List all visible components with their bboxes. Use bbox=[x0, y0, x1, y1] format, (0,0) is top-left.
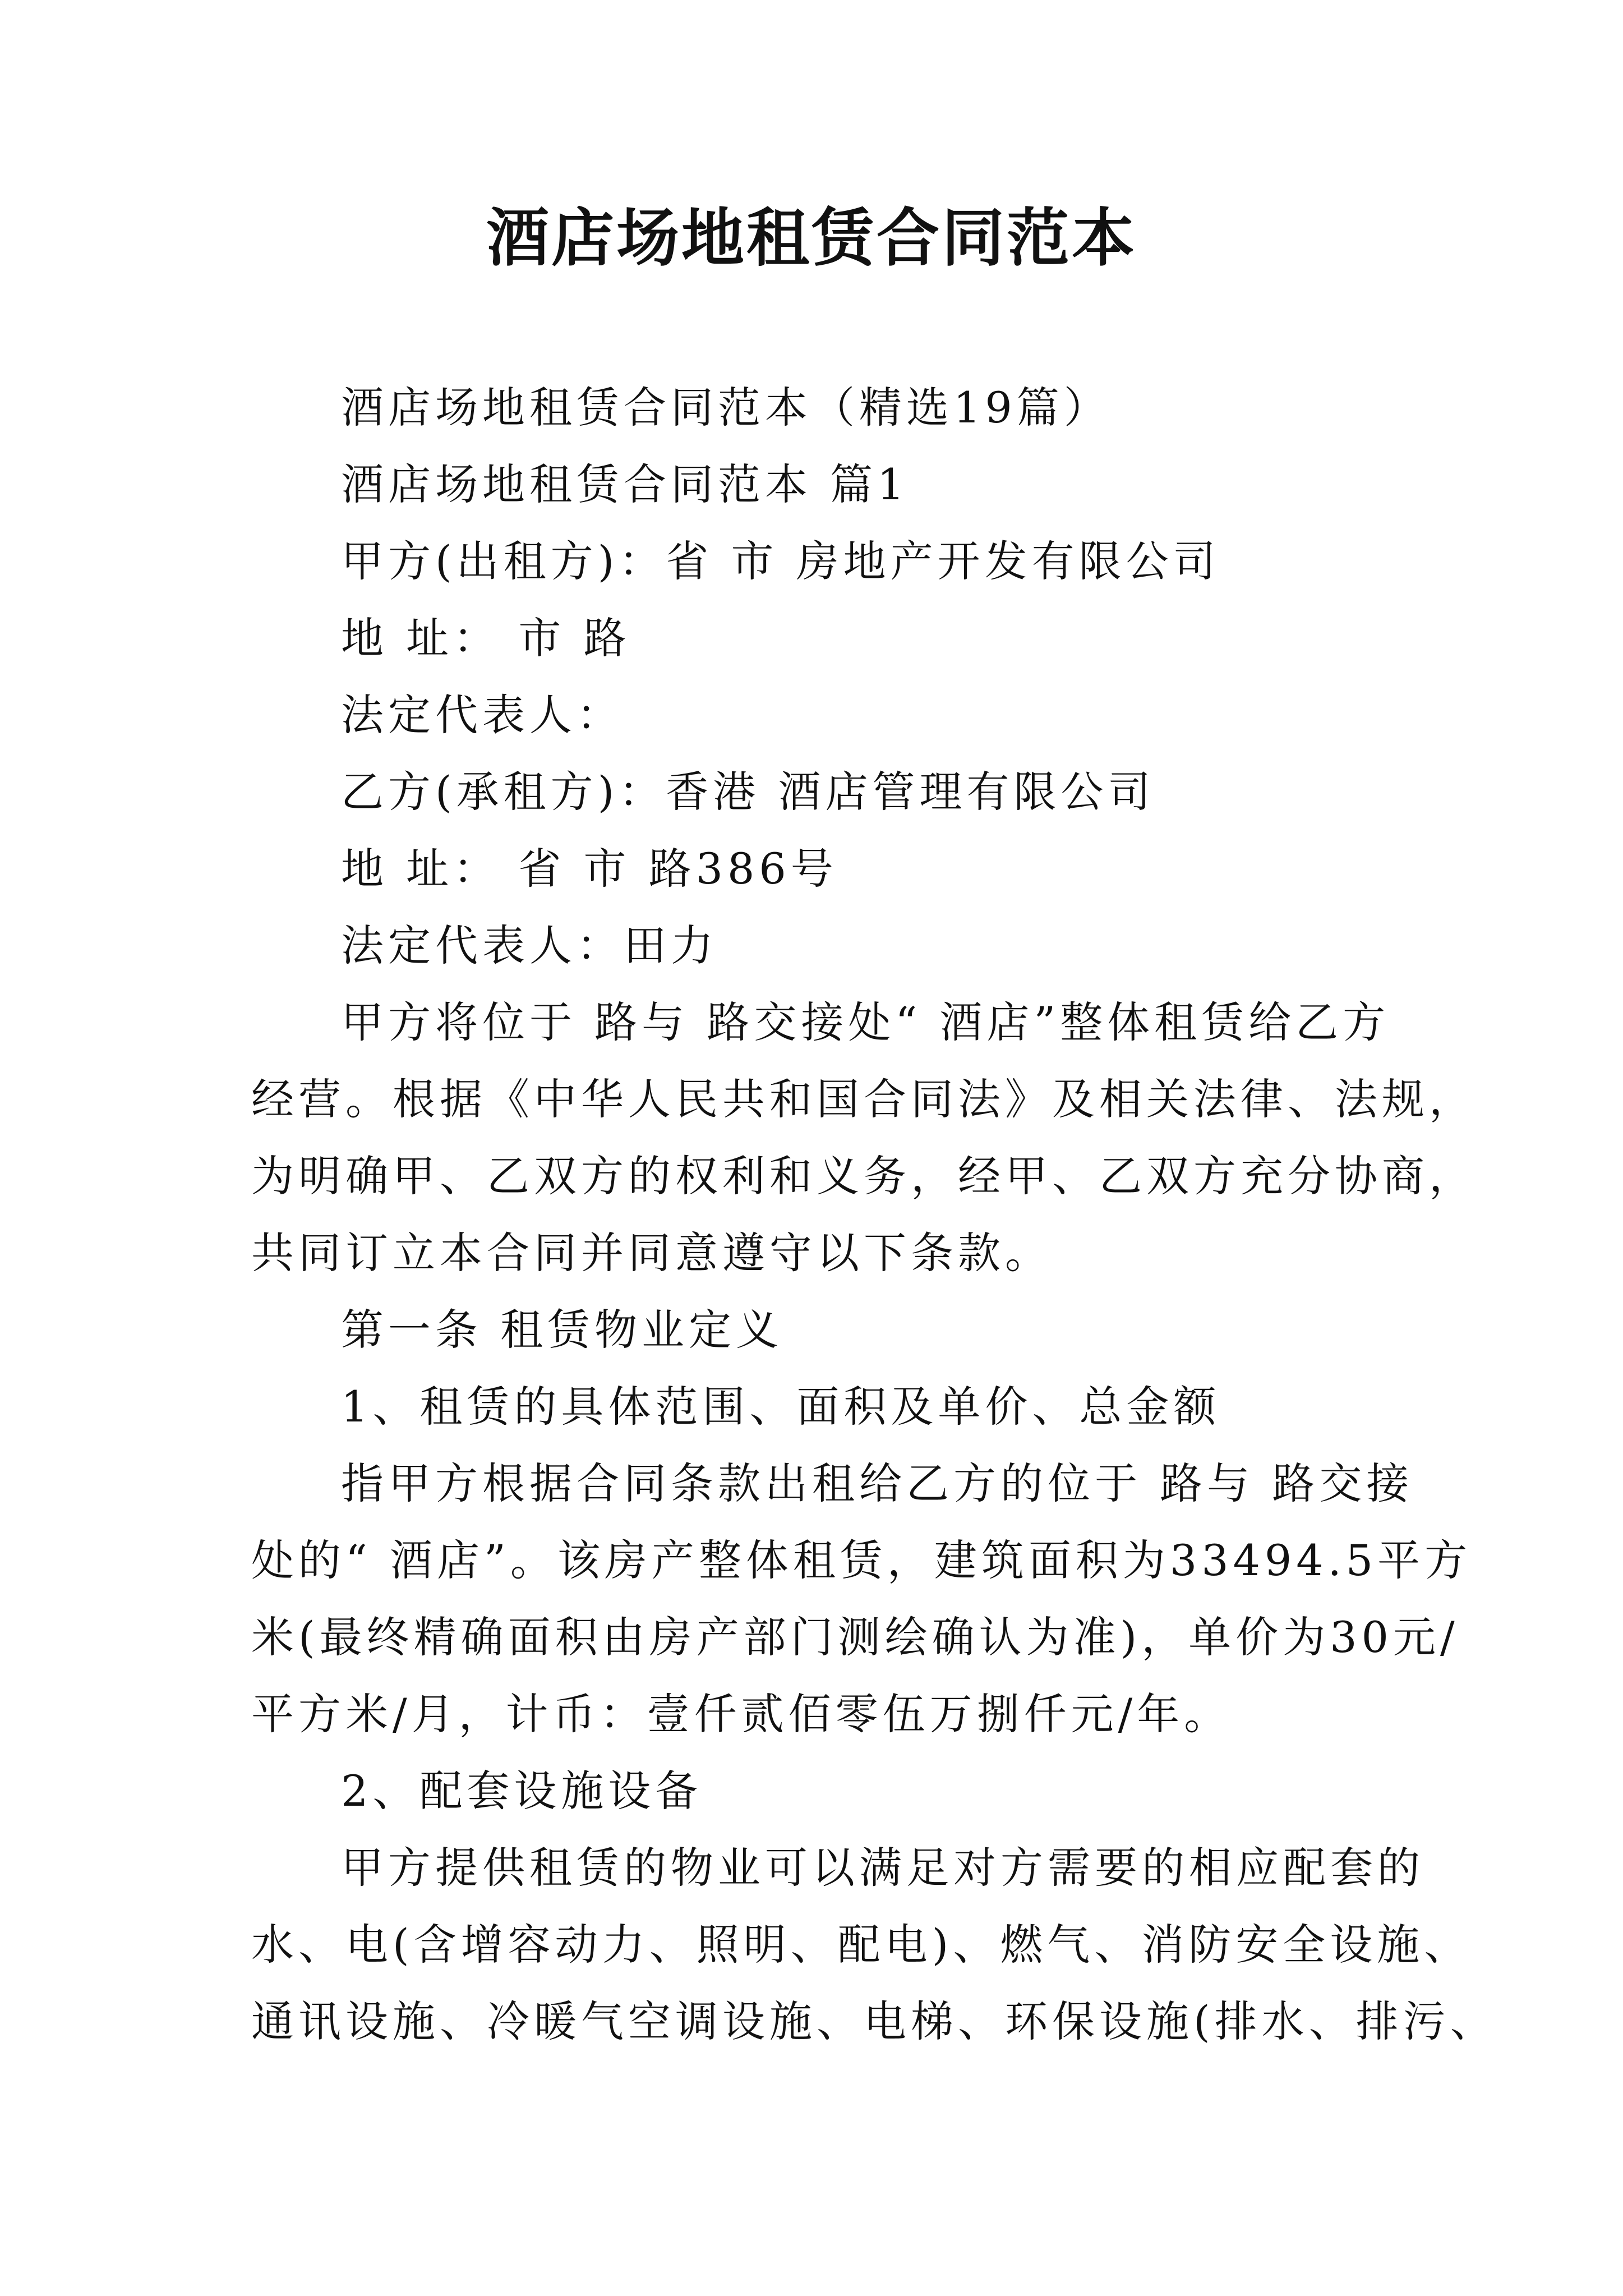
party-b-line: 乙方(承租方)：香港 酒店管理有限公司 bbox=[341, 767, 1155, 817]
paragraph-line: 通讯设施、冷暖气空调设施、电梯、环保设施(排水、排污、 bbox=[251, 1996, 1497, 2046]
paragraph-line: 指甲方根据合同条款出租给乙方的位于 路与 路交接 bbox=[341, 1458, 1414, 1508]
paragraph-line: 平方米/月，计币：壹仟贰佰零伍万捌仟元/年。 bbox=[251, 1689, 1232, 1739]
document-title: 酒店场地租赁合同范本 bbox=[486, 201, 1137, 275]
party-a-address-line: 地 址： 市 路 bbox=[341, 613, 631, 663]
subtitle: 酒店场地租赁合同范本（精选19篇） bbox=[341, 383, 1111, 432]
paragraph-line: 甲方将位于 路与 路交接处“ 酒店”整体租赁给乙方 bbox=[341, 997, 1390, 1047]
paragraph-line: 为明确甲、乙双方的权利和义务，经甲、乙双方充分协商， bbox=[251, 1151, 1476, 1201]
document-body bbox=[251, 369, 1497, 2060]
paragraph-line: 经营。根据《中华人民共和国合同法》及相关法律、法规， bbox=[251, 1074, 1476, 1124]
party-b-representative-line: 法定代表人：田力 bbox=[341, 921, 718, 970]
party-a-representative-line: 法定代表人： bbox=[341, 690, 624, 740]
paragraph-line: 共同订立本合同并同意遵守以下条款。 bbox=[251, 1228, 1052, 1278]
preamble-paragraph bbox=[251, 984, 1476, 1291]
subclause-heading: 2、配套设施设备 bbox=[341, 1766, 703, 1816]
subclause-heading: 1、租赁的具体范围、面积及单价、总金额 bbox=[341, 1382, 1221, 1432]
subclause-1-paragraph bbox=[251, 1445, 1472, 1752]
party-b-address-line: 地 址： 省 市 路386号 bbox=[341, 844, 838, 894]
paragraph-line: 米(最终精确面积由房产部门测绘确认为准)，单价为30元/ bbox=[251, 1612, 1459, 1662]
party-a-line: 甲方(出租方)：省 市 房地产开发有限公司 bbox=[341, 536, 1220, 586]
subclause-2-paragraph bbox=[251, 1829, 1497, 2060]
paragraph-line: 甲方提供租赁的物业可以满足对方需要的相应配套的 bbox=[341, 1843, 1424, 1893]
article-heading: 酒店场地租赁合同范本 篇1 bbox=[341, 459, 909, 509]
clause-heading: 第一条 租赁物业定义 bbox=[341, 1305, 783, 1355]
paragraph-line: 处的“ 酒店”。该房产整体租赁，建筑面积为33494.5平方 bbox=[251, 1535, 1472, 1585]
paragraph-line: 水、电(含增容动力、照明、配电)、燃气、消防安全设施、 bbox=[251, 1920, 1472, 1970]
